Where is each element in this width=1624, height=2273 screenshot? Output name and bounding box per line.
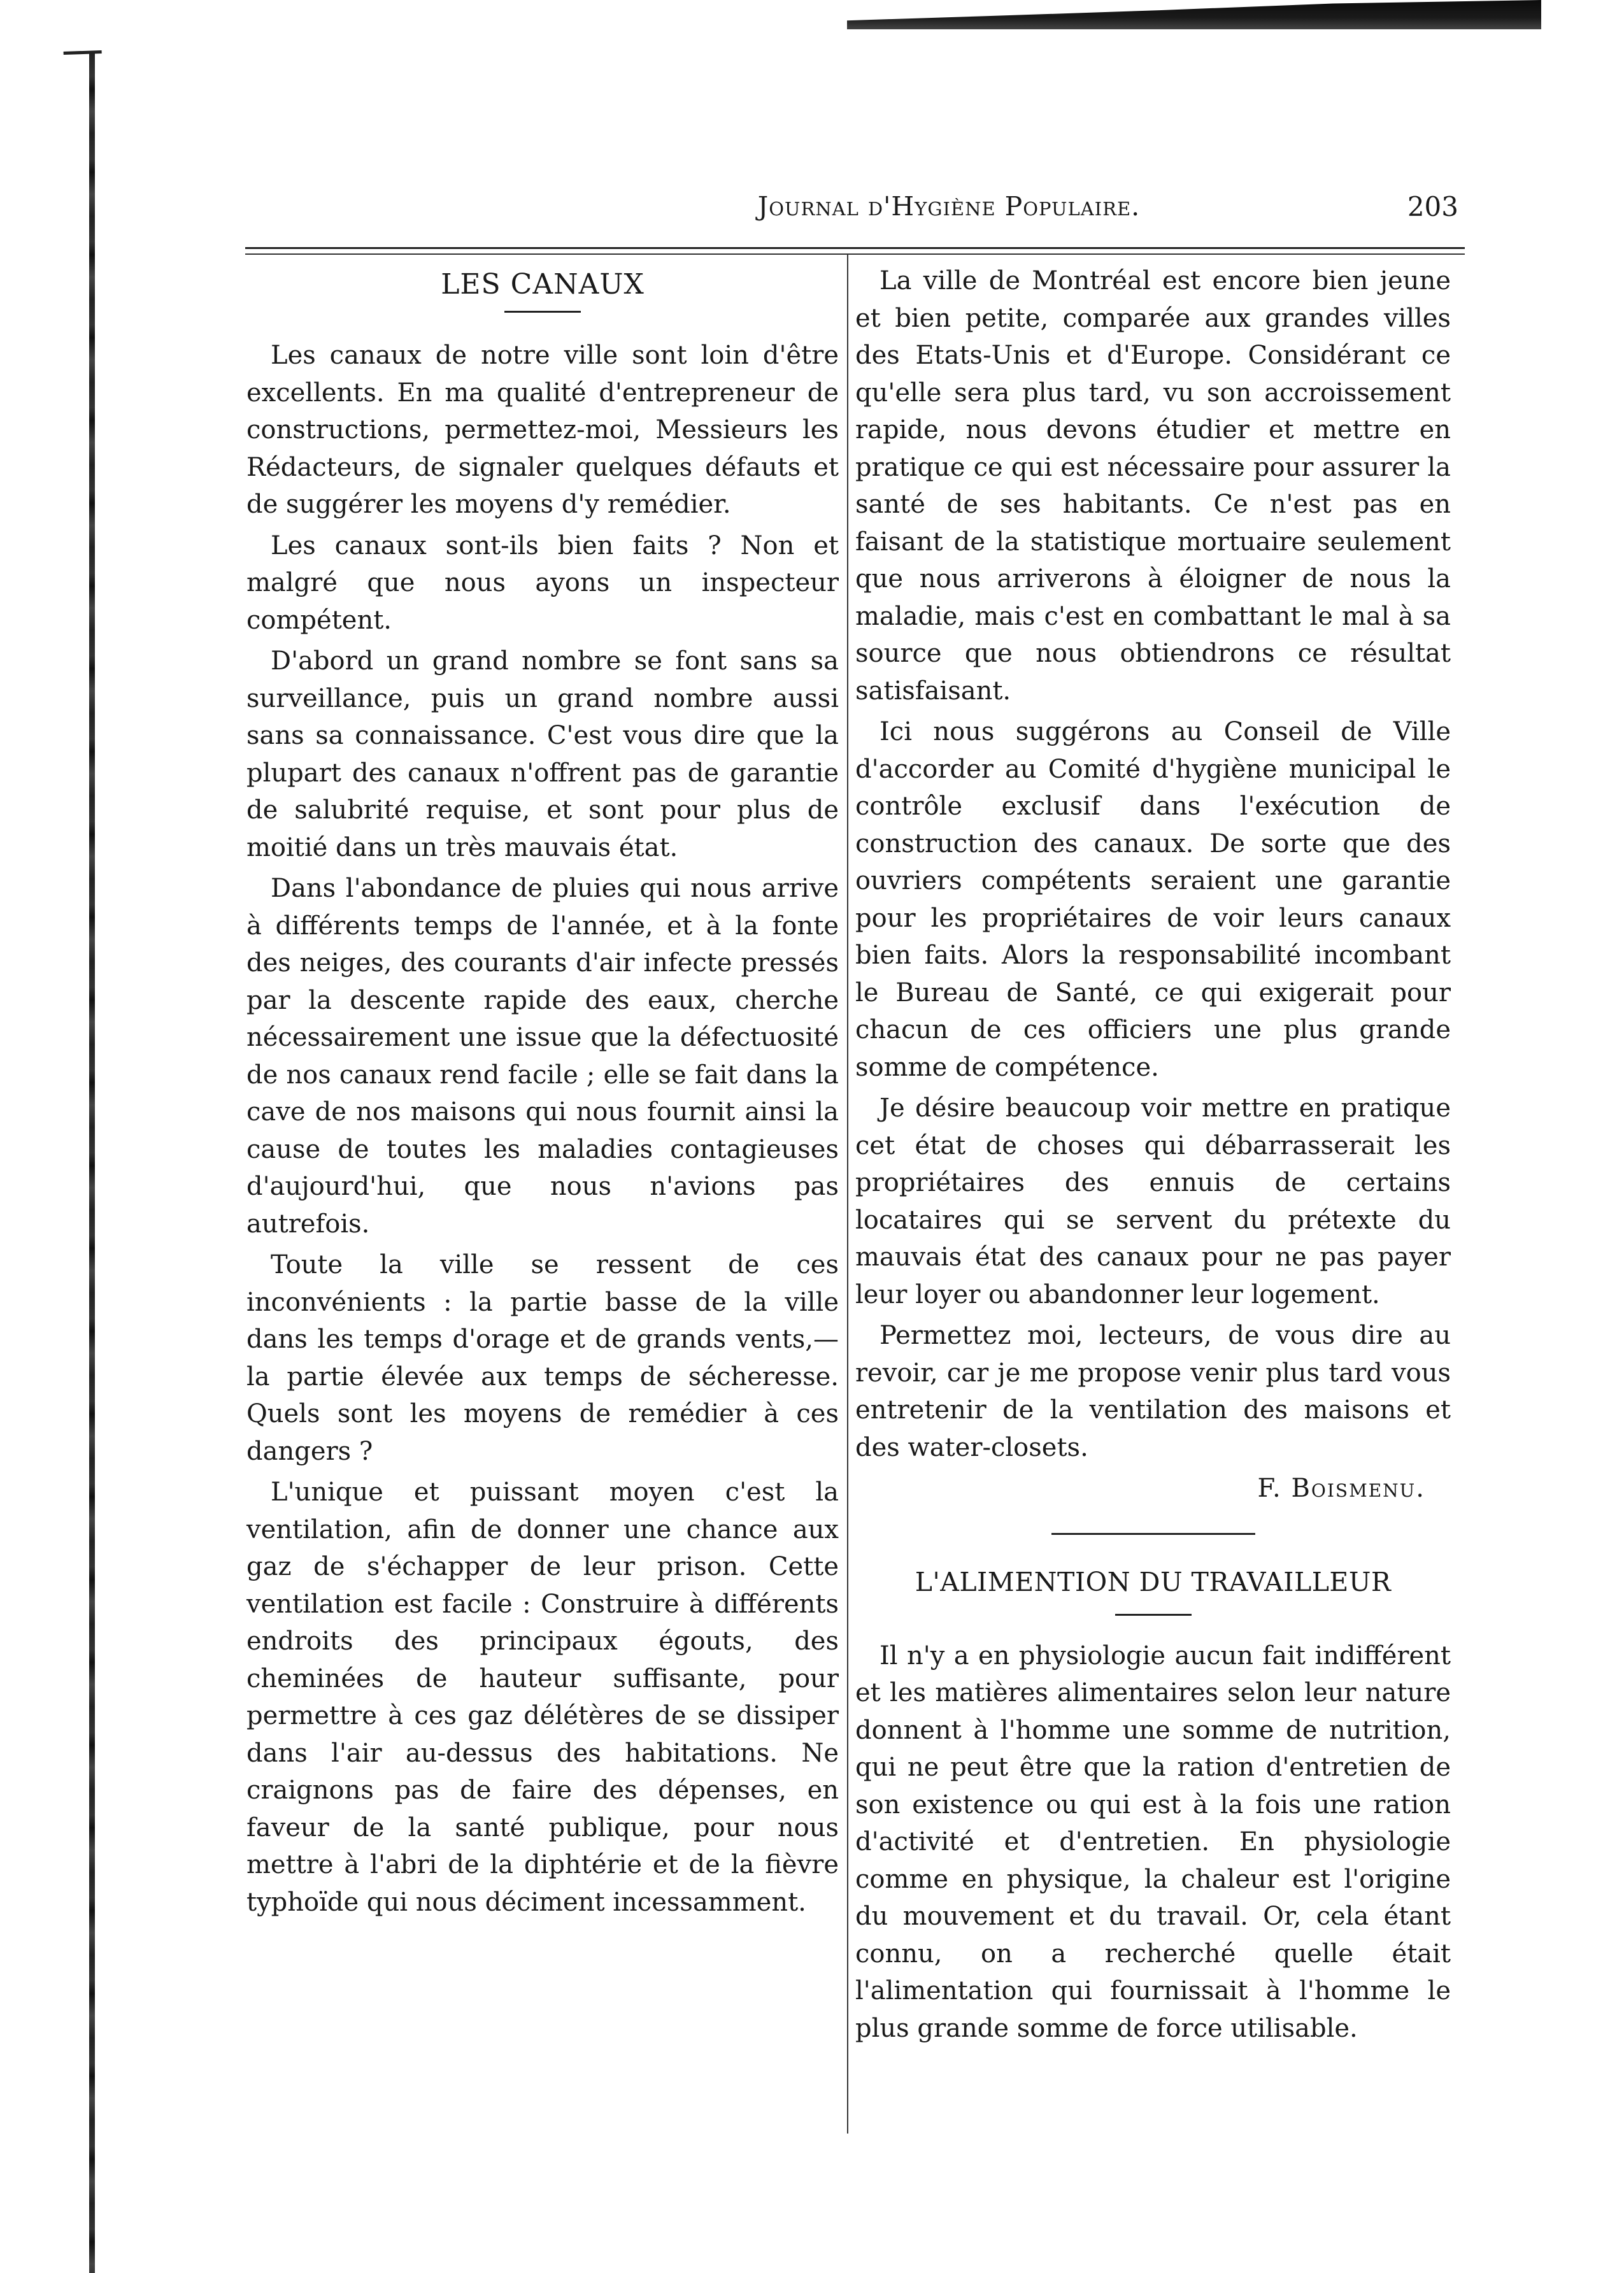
column-divider	[847, 255, 848, 2134]
page-number: 203	[1407, 191, 1458, 222]
paragraph: Les canaux de notre ville sont loin d'être excellents. En ma qualité d'entrepreneur de constructions, permettez-moi, Messieurs les Rédacteurs, de signaler quelques défauts et de suggérer les moyens d'y remédier.	[246, 341, 839, 519]
paragraph: Ici nous suggérons au Conseil de Ville d'accorder au Comité d'hygiène municipal le contrôle exclusif dans l'exécution de construction des canaux. De sorte que des ouvriers compétents seraient une garantie pour les propriétaires de voir leurs canaux bien faits. Alors la responsabilité incombant le Bureau de Santé, ce qui exigerait pour chacun de ces officiers une plus grande somme de compétence.	[855, 717, 1451, 1082]
header-rule	[245, 247, 1465, 249]
paragraph: Les canaux sont-ils bien faits ? Non et malgré que nous ayons un inspecteur compétent.	[246, 531, 839, 635]
running-title: Journal d'Hygiène Populaire.	[757, 191, 1141, 222]
right-column	[855, 262, 1451, 2051]
header-rule-secondary	[245, 253, 1465, 255]
paragraph: Toute la ville se ressent de ces inconvénients : la partie basse de la ville dans les temps d'orage et de grands vents,—la partie élevée aux temps de sécheresse. Quels sont les moyens de remédier à ces dangers ?	[246, 1250, 839, 1466]
paragraph: L'unique et puissant moyen c'est la ventilation, afin de donner une chance aux gaz de s'échapper de leur prison. Cette ventilation est facile : Construire à différents endroits des principaux égouts, des cheminées de hauteur suffisante, pour permettre à ces gaz délétères de se dissiper dans l'air au-dessus des habitations. Ne craignons pas de faire des dépenses, en faveur de la santé publique, pour nous mettre à l'abri de la diphtérie et de la fièvre typhoïde qui nous déciment incessamment.	[246, 1478, 839, 1917]
article-title-2: L'ALIMENTION DU TRAVAILLEUR	[915, 1566, 1392, 1597]
scan-shadow-top	[847, 0, 1541, 29]
article-title: LES CANAUX	[441, 268, 645, 301]
title-rule-2	[1115, 1614, 1192, 1616]
paragraph: Dans l'abondance de pluies qui nous arrive à différents temps de l'année, et à la fonte des neiges, des courants d'air infecte pressés par la descente rapide des eaux, cherche nécessairement une issue que la défectuosité de nos canaux rend facile ; elle se fait dans la cave de nos maisons qui nous fournit ainsi la cause de toutes les maladies contagieuses d'aujourd'hui, que nous n'avions pas autrefois.	[246, 874, 839, 1239]
scan-binding-edge	[89, 51, 95, 2273]
paragraph: D'abord un grand nombre se font sans sa surveillance, puis un grand nombre aussi sans sa connaissance. C'est vous dire que la plupart des canaux n'offrent pas de garantie de salubrité requise, et sont pour plus de moitié dans un très mauvais état.	[246, 646, 839, 862]
paragraph: Il n'y a en physiologie aucun fait indifférent et les matières alimentaires selon leur nature donnent à l'homme une somme de nutrition, qui ne peut être que la ration d'entretien de son existence ou qui est à la fois une ration d'activité et d'entretien. En physiologie comme en physique, la chaleur est l'origine du mouvement et du travail. Or, cela étant connu, on a recherché quelle était l'alimentation qui fournissait à l'homme le plus grande somme de force utilisable.	[855, 1641, 1451, 2043]
section-rule	[1051, 1533, 1255, 1535]
author-signature: F. Boismenu.	[1257, 1474, 1425, 1503]
title-rule	[504, 311, 581, 313]
left-column	[246, 262, 839, 1925]
paragraph: Je désire beaucoup voir mettre en pratique cet état de choses qui débarrasserait les propriétaires des ennuis de certains locataires qui se servent du prétexte du mauvais état des canaux pour ne pas payer leur loyer ou abandonner leur logement.	[855, 1094, 1451, 1309]
paragraph: La ville de Montréal est encore bien jeune et bien petite, comparée aux grandes villes des Etats-Unis et d'Europe. Considérant ce qu'elle sera plus tard, vu son accroissement rapide, nous devons étudier et mettre en pratique ce qui est nécessaire pour assurer la santé de ses habitants. Ce n'est pas en faisant de la statistique mortuaire seulement que nous arriverons à éloigner de nous la maladie, mais c'est en combattant le mal à sa source que nous obtiendrons ce résultat satisfaisant.	[855, 266, 1451, 706]
scan-binding-mark	[64, 50, 103, 68]
paragraph: Permettez moi, lecteurs, de vous dire au revoir, car je me propose venir plus tard vous entretenir de la ventilation des maisons et des water-closets.	[855, 1321, 1451, 1462]
